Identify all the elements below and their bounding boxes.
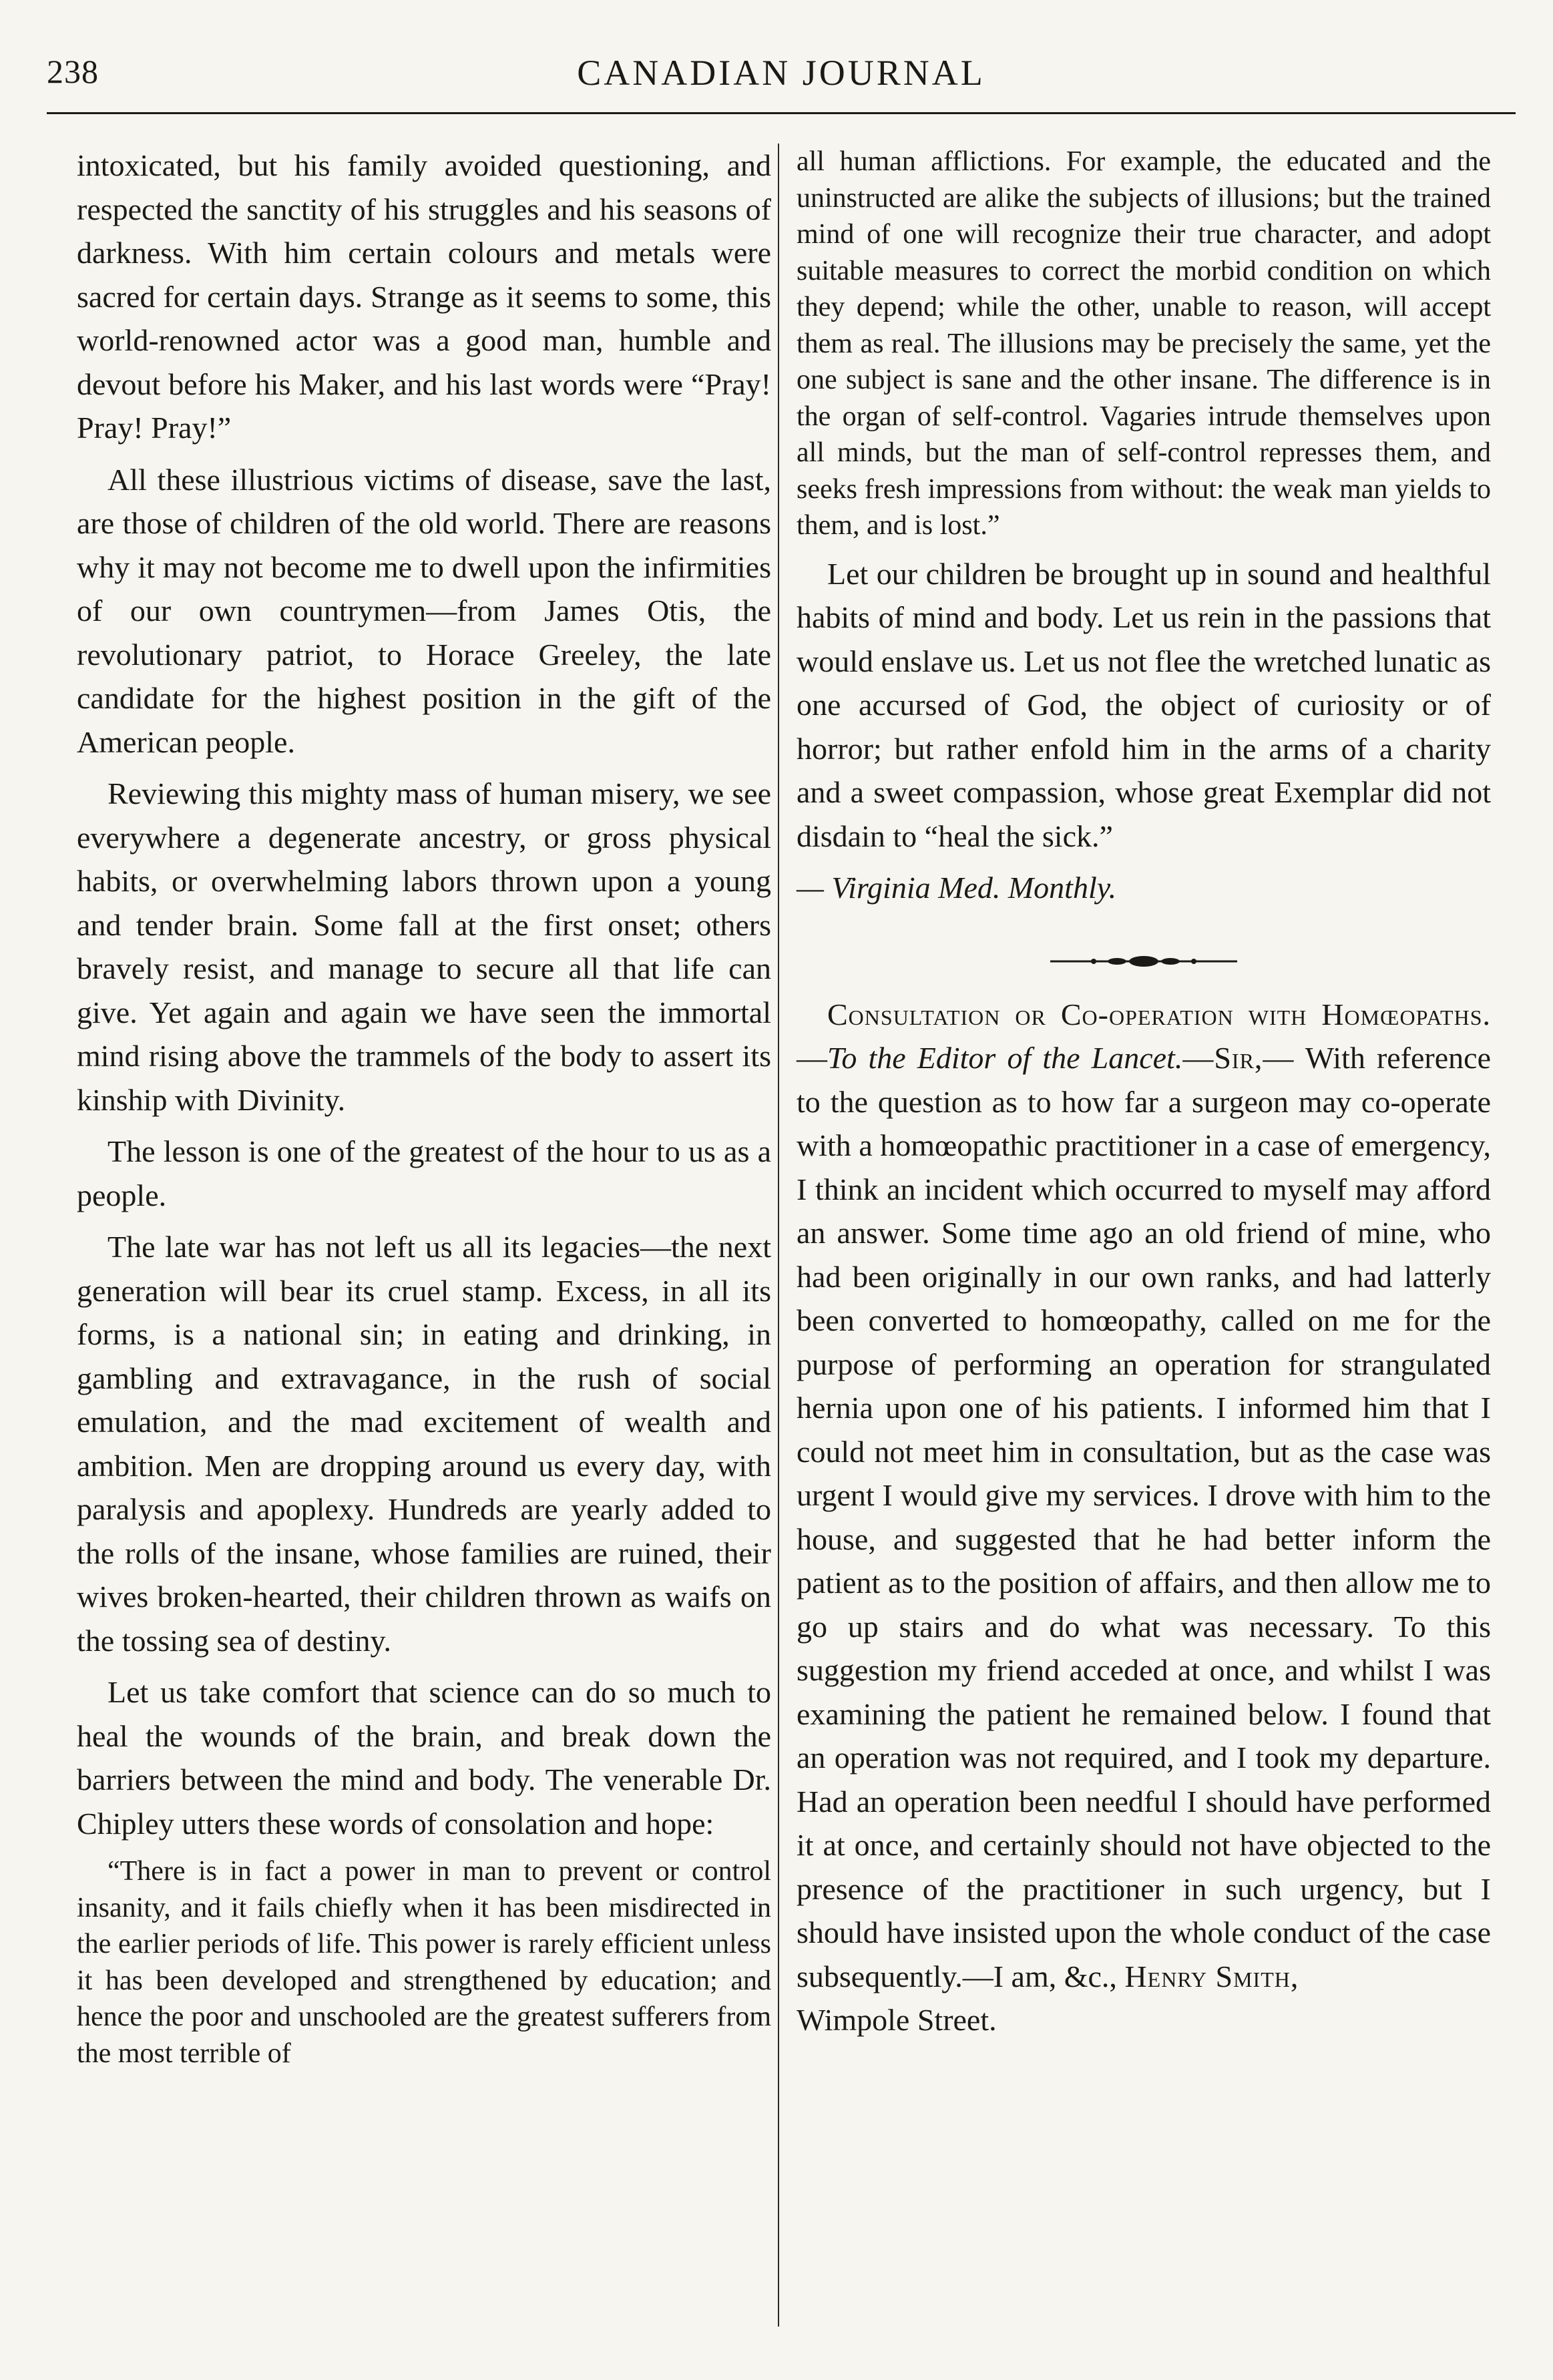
left-paragraph-4: The lesson is one of the greatest of the hour to us as a people. <box>77 1134 771 1212</box>
letter-address: Wimpole Street. <box>797 2003 997 2037</box>
chipley-quote: “There is in fact a power in man to prevent or control insanity, and it fails chiefly when it has been misdirected in the earlier periods of life. This power is rarely efficient unless it has been developed and strengthened by education; and hence the poor and unschooled are the greatest sufferers from the most terrible of <box>77 1856 771 2069</box>
left-paragraph-6: Let us take comfort that science can do so much to heal the wounds of the brain, and break down the barriers between the mind and body. The venerable Dr. Chipley utters these words of consolation and hope: <box>77 1675 771 1841</box>
left-paragraph-1: intoxicated, but his family avoided questioning, and respected the sanctity of his struggles and his seasons of darkness. With him certain colours and metals were sacred for certain days. Strange as it seems to some, this world-renowned actor was a good man, humble and devout before his Maker, and his last words were “Pray! Pray! Pray!” <box>77 148 771 445</box>
running-head <box>47 52 1516 105</box>
ornament-icon <box>1044 951 1244 971</box>
section-ornament <box>797 939 1491 959</box>
letter-salutation: —Sir,— <box>1182 1041 1295 1075</box>
letter-body: With reference to the question as to how far a surgeon may co-operate with a homœopathic practitioner in a case of emergency, I think an incident which occurred to myself may afford an answer. Some time ago an old friend of mine, who had been originally in our own ranks, and had latterly been converted to homœopathy, called on me for the purpose of performing an operation for strangulated hernia upon one of his patients. I informed him that I could not meet him in consultation, but as the case was urgent I would give my services. I drove with him to the house, and suggested that he had better inform the patient as to the position of affairs, and then allow me to go up stairs and do what was necessary. To this suggestion my friend acceded at once, and whilst I was examining the patient he remained below. I found that an operation was not required, and I took my departure. Had an operation been needful I should have performed it at once, and certainly should not have objected to the presence of the practitioner in such urgency, but I should have insisted upon the whole conduct of the case subsequently.—I am, &c., <box>797 1041 1491 1993</box>
chipley-quote-continued: all human afflictions. For example, the educated and the uninstructed are alike the subjects of illusions; but the trained mind of one will recognize their true character, and adopt suitable measures to correct the morbid condition on which they depend; while the other, unable to reason, will accept them as real. The illusions may be precisely the same, yet the one subject is sane and the other insane. The difference is in the organ of self-control. Vagaries intrude themselves upon all minds, but the man of self-control represses them, and seeks fresh impressions from without: the weak man yields to them, and is lost.” <box>797 146 1491 541</box>
letter-addressee: To the Editor of the Lancet. <box>827 1041 1183 1075</box>
attribution <box>797 866 1491 910</box>
header-rule <box>47 112 1516 114</box>
journal-title: CANADIAN JOURNAL <box>577 53 985 93</box>
left-paragraph-2: All these illustrious victims of disease, save the last, are those of children of the old world. There are reasons why it may not become me to dwell upon the infirmities of our own countrymen—from James Otis, the revolutionary patriot, to Horace Greeley, the late candidate for the highest position in the gift of the American people. <box>77 462 771 759</box>
page-number: 238 <box>47 53 99 90</box>
article-heading: Consultation or Co-operation with Homœopaths. <box>827 997 1491 1031</box>
column-divider <box>778 144 779 2327</box>
right-paragraph-2: Let our children be brought up in sound and healthful habits of mind and body. Let us rein in the passions that would enslave us. Let us not flee the wretched lunatic as one accursed of God, the object of curiosity or of horror; but rather enfold him in the arms of a charity and a sweet compassion, whose great Exemplar did not disdain to “heal the sick.” <box>797 556 1491 853</box>
letter-signature: Henry Smith, <box>1124 1959 1299 1993</box>
heading-dash: — <box>797 1041 827 1075</box>
right-column <box>797 144 1491 2042</box>
left-paragraph-3: Reviewing this mighty mass of human misery, we see everywhere a degenerate ancestry, or gross physical habits, or overwhelming labors thrown upon a young and tender brain. Some fall at the first onset; others bravely resist, and manage to secure all that life can give. Yet again and again we have seen the immortal mind rising above the trammels of the body to assert its kinship with Divinity. <box>77 776 771 1117</box>
lancet-letter <box>797 993 1491 2042</box>
attribution-source: — Virginia Med. Monthly. <box>797 871 1117 905</box>
left-paragraph-5: The late war has not left us all its legacies—the next generation will bear its cruel stamp. Excess, in all its forms, is a national sin; in eating and drinking, in gambling and extravagance, in the rush of social emulation, and the mad excitement of wealth and ambition. Men are dropping around us every day, with paralysis and apoplexy. Hundreds are yearly added to the rolls of the insane, whose families are ruined, their wives broken-hearted, their children thrown as waifs on the tossing sea of destiny. <box>77 1230 771 1658</box>
left-column <box>77 144 771 2072</box>
